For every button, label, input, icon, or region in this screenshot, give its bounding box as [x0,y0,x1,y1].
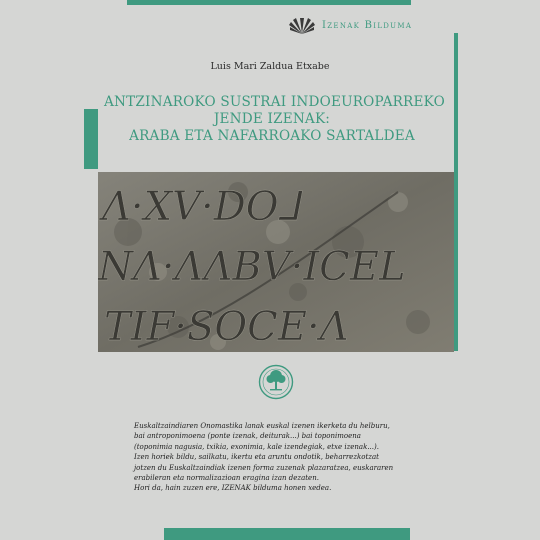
title-line: ANTZINAROKO SUSTRAI INDOEUROPARREKO [104,94,445,110]
left-accent-bar [84,109,98,169]
description-line: bai antroponimoena (ponte izenak, deiturak...) bai toponimoena [134,432,361,441]
series-logo [288,14,412,36]
top-accent-bar [127,0,411,5]
title-line: ARABA ETA NAFARROAKO SARTALDEA [129,128,415,144]
book-title [104,94,445,145]
inscription-line: TIF·SOCE·Λ [104,304,349,350]
title-line: JENDE IZENAK: [213,111,331,127]
description [134,421,406,494]
tree-seal-icon [258,363,294,401]
inscription-line: NΛ·ΛΛBV·ICEL [98,244,406,290]
series-name: Izenak Bilduma [322,19,413,31]
stone-inscription-photo [98,172,454,352]
flower-logo-icon [288,14,316,36]
author-name: Luis Mari Zaldua Etxabe [210,61,330,72]
right-accent-bar [454,33,458,351]
bottom-accent-bar [164,528,410,540]
description-line: jotzen du Euskaltzaindiak izenen forma zuzenak plazaratzea, euskararen [134,463,394,472]
description-line: Euskaltzaindiaren Onomastika lanak euskal izenen ikerketa du helburu, [134,422,390,430]
inscription-line: Λ·XV·DO⅃ [102,184,301,230]
description-line: erabileran eta normalizazioan eragina izan dezaten. [134,474,319,483]
description-line: Hori da, hain zuzen ere, IZENAK bilduma honen xedea. [134,484,332,493]
description-line: (toponimia nagusia, txikia, exonimia, kale izendegiak, etxe izenak...). [134,442,379,451]
description-line: Izen horiek bildu, sailkatu, ikertu eta aruntu ondotik, beharrezkotzat [134,453,379,462]
